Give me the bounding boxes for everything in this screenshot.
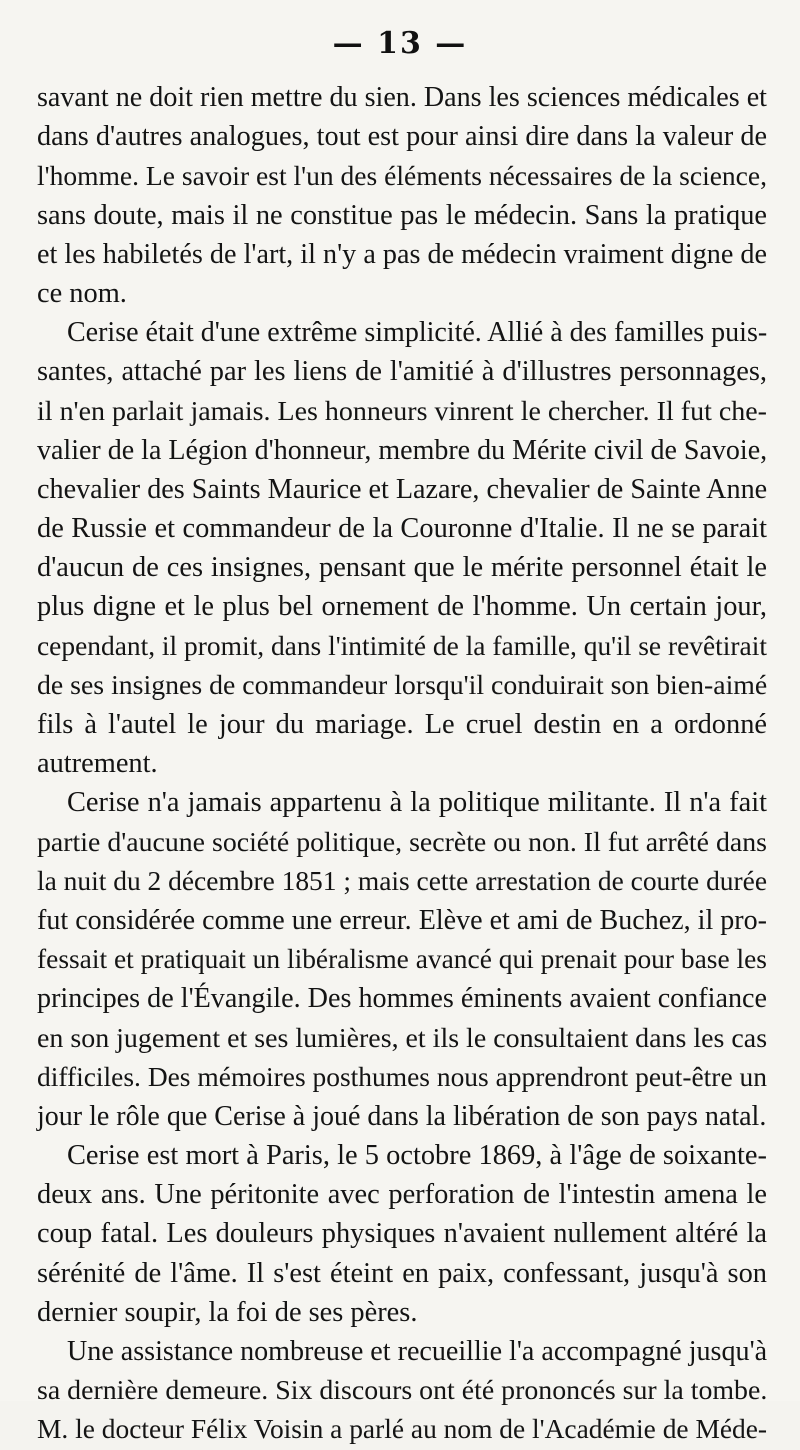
text-line: deux ans. Une péritonite avec perforation de l'intestin amena le [37, 1179, 767, 1211]
paragraph [37, 1332, 767, 1450]
text-line: fut considérée comme une erreur. Elève et ami de Buchez, il pro- [37, 904, 767, 936]
text-line: Une assistance nombreuse et recueillie l'a accompagné jusqu'à [67, 1336, 768, 1367]
text-line: fessait et pratiquait un libéralisme avancé qui prenait pour base les [37, 944, 767, 975]
text-line: sérénité de l'âme. Il s'est éteint en paix, confessant, jusqu'à son [37, 1257, 767, 1289]
paragraph [37, 313, 767, 783]
paragraph [37, 1136, 767, 1332]
paragraph [37, 783, 767, 1136]
text-line: chevalier des Saints Maurice et Lazare, chevalier de Sainte Anne [37, 473, 768, 505]
text-line: Cerise est mort à Paris, le 5 octobre 1869, à l'âge de soixante- [67, 1140, 767, 1172]
text-line: fils à l'autel le jour du mariage. Le cruel destin en a ordonné [37, 709, 767, 740]
text-line: M. le docteur Félix Voisin a parlé au nom de l'Académie de Méde- [37, 1414, 768, 1445]
text-line: et les habiletés de l'art, il n'y a pas de médecin vraiment digne de [37, 238, 767, 270]
text-line: Cerise n'a jamais appartenu à la politique militante. Il n'a fait [67, 787, 767, 819]
text-line: partie d'aucune société politique, secrète ou non. Il fut arrêté dans [37, 826, 767, 858]
text-line: sans doute, mais il ne constitue pas le médecin. Sans la pratique [37, 199, 767, 231]
text-line: jour le rôle que Cerise à joué dans la libération de son pays natal. [37, 1100, 767, 1132]
text-line: savant ne doit rien mettre du sien. Dans les sciences médicales et [37, 82, 767, 113]
page-number: — 13 — [332, 26, 468, 61]
text-line: d'aucun de ces insignes, pensant que le mérite personnel était le [37, 552, 767, 584]
text-line: dernier soupir, la foi de ses pères. [37, 1296, 418, 1328]
text-line: de ses insignes de commandeur lorsqu'il conduirait son bien-aimé [37, 669, 768, 701]
text-line: l'homme. Le savoir est l'un des éléments nécessaires de la science, [37, 160, 767, 192]
text-line: santes, attaché par les liens de l'amitié à d'illustres personnages, [37, 356, 767, 388]
paragraph [37, 78, 767, 313]
text-line: sa dernière demeure. Six discours ont été prononcés sur la tombe. [37, 1375, 768, 1407]
text-line: ce nom. [37, 277, 127, 309]
text-line: il n'en parlait jamais. Les honneurs vinrent le chercher. Il fut che- [37, 395, 767, 427]
text-line: la nuit du 2 décembre 1851 ; mais cette arrestation de courte durée [37, 865, 767, 896]
text-line: coup fatal. Les douleurs physiques n'avaient nullement altéré la [37, 1218, 767, 1250]
text-line: valier de la Légion d'honneur, membre du Mérite civil de Savoie, [37, 434, 768, 466]
text-line: difficiles. Des mémoires posthumes nous apprendront peut-être un [37, 1061, 767, 1092]
text-line: principes de l'Évangile. Des hommes éminents avaient confiance [37, 983, 767, 1015]
text-line: Cerise était d'une extrême simplicité. Allié à des familles puis- [67, 317, 768, 349]
body-text [37, 78, 767, 1450]
text-line: de Russie et commandeur de la Couronne d'Italie. Il ne se parait [37, 513, 767, 545]
text-line: autrement. [37, 748, 158, 780]
text-line: plus digne et le plus bel ornement de l'homme. Un certain jour, [37, 591, 767, 623]
text-line: cependant, il promit, dans l'intimité de la famille, qu'il se revêtirait [37, 630, 767, 661]
text-line: en son jugement et ses lumières, et ils le consultaient dans les cas [37, 1022, 768, 1054]
text-line: dans d'autres analogues, tout est pour ainsi dire dans la valeur de [37, 121, 767, 153]
